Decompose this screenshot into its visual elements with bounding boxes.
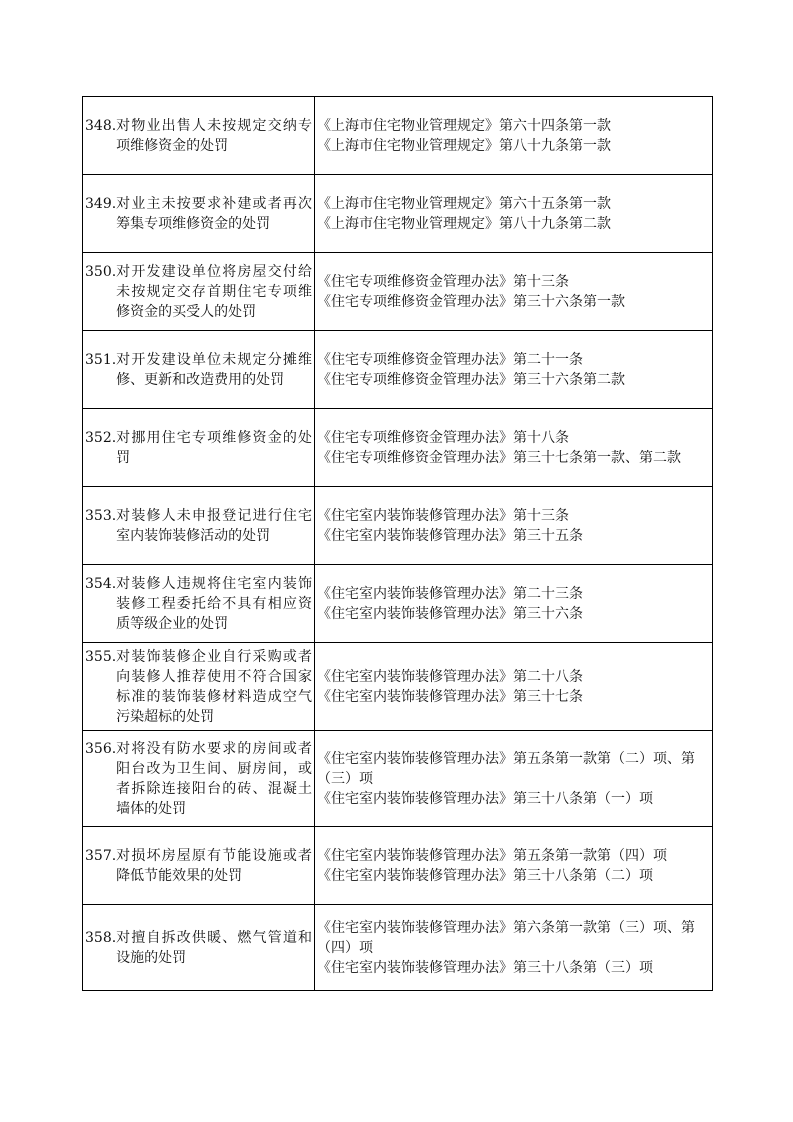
basis-cell: [315, 175, 713, 253]
item-number: 348.: [85, 117, 117, 134]
basis-cell: [315, 565, 713, 643]
item-cell: [83, 253, 315, 331]
basis-line: 《住宅室内装饰装修管理办法》第二十三条: [317, 585, 583, 602]
table-row: [83, 175, 713, 253]
item-title: 对装修人未申报登记进行住宅室内装饰装修活动的处罚: [116, 507, 312, 544]
basis-line: 《上海市住宅物业管理规定》第八十九条第一款: [317, 137, 611, 154]
basis-line: 《住宅专项维修资金管理办法》第十八条: [317, 429, 569, 446]
table-row: [83, 731, 713, 827]
item-title: 对装修人违规将住宅室内装饰装修工程委托给不具有相应资质等级企业的处罚: [116, 575, 312, 632]
basis-line: 《住宅室内装饰装修管理办法》第五条第一款第（四）项: [317, 847, 667, 864]
basis-line: 《住宅室内装饰装修管理办法》第三十八条第（一）项: [317, 790, 653, 807]
item-cell: [83, 643, 315, 731]
table-row: [83, 331, 713, 409]
basis-line: 《住宅室内装饰装修管理办法》第三十六条: [317, 605, 583, 622]
item-cell: [83, 827, 315, 905]
item-number: 355.: [85, 648, 117, 665]
basis-cell: [315, 731, 713, 827]
basis-line: 《上海市住宅物业管理规定》第六十五条第一款: [317, 195, 611, 212]
basis-line: 《住宅专项维修资金管理办法》第三十六条第二款: [317, 371, 625, 388]
penalty-basis-table: [82, 96, 713, 991]
item-number: 349.: [85, 195, 117, 212]
item-number: 357.: [85, 847, 117, 864]
basis-line: 《住宅专项维修资金管理办法》第三十六条第一款: [317, 293, 625, 310]
item-title: 对擅自拆改供暖、燃气管道和设施的处罚: [116, 929, 312, 966]
item-title: 对业主未按要求补建或者再次筹集专项维修资金的处罚: [116, 195, 312, 232]
item-number: 358.: [85, 929, 117, 946]
basis-cell: [315, 827, 713, 905]
basis-cell: [315, 487, 713, 565]
item-cell: [83, 409, 315, 487]
item-title: 对开发建设单位未规定分摊维修、更新和改造费用的处罚: [116, 351, 312, 388]
table-row: [83, 97, 713, 175]
basis-line: 《住宅室内装饰装修管理办法》第三十八条第（二）项: [317, 867, 653, 884]
item-title: 对挪用住宅专项维修资金的处罚: [116, 429, 312, 466]
item-title: 对将没有防水要求的房间或者阳台改为卫生间、厨房间，或者拆除连接阳台的砖、混凝土墙体的处罚: [116, 740, 312, 817]
basis-line: 《住宅室内装饰装修管理办法》第五条第一款第（二）项、第（三）项: [317, 750, 695, 787]
item-cell: [83, 905, 315, 991]
table-row: [83, 565, 713, 643]
item-cell: [83, 731, 315, 827]
table-row: [83, 905, 713, 991]
basis-cell: [315, 643, 713, 731]
item-cell: [83, 487, 315, 565]
basis-line: 《住宅室内装饰装修管理办法》第三十八条第（三）项: [317, 959, 653, 976]
basis-cell: [315, 253, 713, 331]
item-number: 352.: [85, 429, 117, 446]
basis-line: 《住宅室内装饰装修管理办法》第三十七条: [317, 688, 583, 705]
item-number: 350.: [85, 263, 117, 280]
basis-line: 《上海市住宅物业管理规定》第六十四条第一款: [317, 117, 611, 134]
basis-line: 《住宅专项维修资金管理办法》第三十七条第一款、第二款: [317, 449, 681, 466]
basis-line: 《住宅室内装饰装修管理办法》第十三条: [317, 507, 569, 524]
item-cell: [83, 565, 315, 643]
basis-line: 《上海市住宅物业管理规定》第八十九条第二款: [317, 215, 611, 232]
item-title: 对损坏房屋原有节能设施或者降低节能效果的处罚: [116, 847, 312, 884]
item-title: 对开发建设单位将房屋交付给未按规定交存首期住宅专项维修资金的买受人的处罚: [116, 263, 312, 320]
table-row: [83, 409, 713, 487]
basis-cell: [315, 97, 713, 175]
item-number: 356.: [85, 740, 117, 757]
basis-cell: [315, 331, 713, 409]
basis-line: 《住宅室内装饰装修管理办法》第三十五条: [317, 527, 583, 544]
item-cell: [83, 97, 315, 175]
item-cell: [83, 331, 315, 409]
basis-line: 《住宅专项维修资金管理办法》第十三条: [317, 273, 569, 290]
item-number: 351.: [85, 351, 117, 368]
basis-line: 《住宅室内装饰装修管理办法》第二十八条: [317, 668, 583, 685]
basis-line: 《住宅室内装饰装修管理办法》第六条第一款第（三）项、第（四）项: [317, 919, 695, 956]
table-row: [83, 253, 713, 331]
table-row: [83, 827, 713, 905]
basis-cell: [315, 409, 713, 487]
item-cell: [83, 175, 315, 253]
basis-line: 《住宅专项维修资金管理办法》第二十一条: [317, 351, 583, 368]
item-number: 353.: [85, 507, 117, 524]
basis-cell: [315, 905, 713, 991]
item-number: 354.: [85, 575, 117, 592]
item-title: 对物业出售人未按规定交纳专项维修资金的处罚: [116, 117, 312, 154]
item-title: 对装饰装修企业自行采购或者向装修人推荐使用不符合国家标准的装饰装修材料造成空气污染超标的处罚: [116, 648, 312, 725]
table-row: [83, 643, 713, 731]
table-row: [83, 487, 713, 565]
